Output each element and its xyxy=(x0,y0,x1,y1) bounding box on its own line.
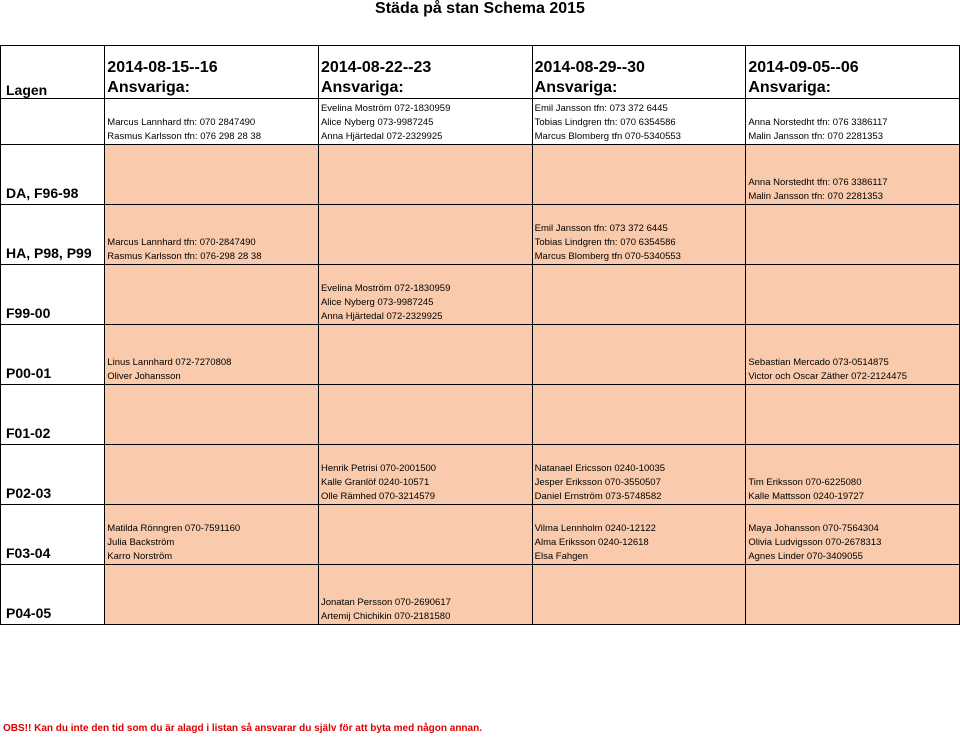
cell-names xyxy=(533,102,746,144)
person-entry: Natanael Ericsson 0240-10035 xyxy=(534,463,666,474)
cell-names xyxy=(105,356,318,384)
schedule-cell xyxy=(318,325,532,385)
cell-names xyxy=(533,462,746,504)
schedule-cell xyxy=(105,505,319,565)
schedule-cell xyxy=(746,325,960,385)
cell-names xyxy=(319,102,532,144)
schedule-cell xyxy=(746,265,960,325)
week-header xyxy=(105,46,319,99)
person-entry: Kalle Mattsson 0240-19727 xyxy=(748,491,864,502)
cell-names xyxy=(746,522,959,564)
team-row xyxy=(1,445,960,505)
person-entry: Malin Jansson tfn: 070 2281353 xyxy=(748,131,883,142)
person-entry: Marcus Lannhard tfn: 070-2847490 xyxy=(107,237,256,248)
person-entry: Anna Hjärtedal 072-2329925 xyxy=(320,131,443,142)
person-entry: Jesper Eriksson 070-3550507 xyxy=(534,477,661,488)
person-entry: Jonatan Persson 070-2690617 xyxy=(320,597,451,608)
cell-names xyxy=(533,222,746,264)
team-name: P00-01 xyxy=(1,325,105,385)
ansvariga-label: Ansvariga: xyxy=(320,79,404,96)
ansvariga-label: Ansvariga: xyxy=(534,79,618,96)
team-name: F03-04 xyxy=(1,505,105,565)
team-row xyxy=(1,325,960,385)
cell-names xyxy=(319,282,532,324)
person-entry: Matilda Rönngren 070-7591160 xyxy=(107,523,241,534)
schedule-cell xyxy=(532,385,746,445)
schedule-cell xyxy=(105,265,319,325)
schedule-cell xyxy=(318,265,532,325)
person-entry: Kalle Granlöf 0240-10571 xyxy=(320,477,430,488)
cell-names xyxy=(533,522,746,564)
person-entry: Karro Norström xyxy=(107,551,173,562)
responsible-cell xyxy=(532,99,746,145)
schedule-cell xyxy=(532,145,746,205)
footer-note: OBS!! Kan du inte den tid som du är alagd i listan så ansvarar du själv för att byta med någon annan. xyxy=(3,723,482,734)
schedule-cell xyxy=(105,145,319,205)
person-entry: Alma Eriksson 0240-12618 xyxy=(534,537,649,548)
cell-names xyxy=(105,116,318,144)
person-entry: Emil Jansson tfn: 073 372 6445 xyxy=(534,103,668,114)
schedule-cell xyxy=(532,325,746,385)
person-entry: Malin Jansson tfn: 070 2281353 xyxy=(748,191,883,202)
person-entry: Tobias Lindgren tfn: 070 6354586 xyxy=(534,117,676,128)
cell-names xyxy=(105,522,318,564)
cell-names xyxy=(746,176,959,204)
responsible-row-label xyxy=(1,99,105,145)
schedule-cell xyxy=(318,565,532,625)
schedule-table xyxy=(0,45,960,625)
team-name: HA, P98, P99 xyxy=(1,205,105,265)
team-row xyxy=(1,205,960,265)
schedule-cell xyxy=(532,445,746,505)
week-header xyxy=(318,46,532,99)
schedule-cell xyxy=(746,505,960,565)
schedule-cell xyxy=(318,445,532,505)
page-title: Städa på stan Schema 2015 xyxy=(375,0,585,17)
person-entry: Tobias Lindgren tfn: 070 6354586 xyxy=(534,237,676,248)
responsible-cell xyxy=(105,99,319,145)
person-entry: Alice Nyberg 073-9987245 xyxy=(320,117,434,128)
person-entry: Artemij Chichikin 070-2181580 xyxy=(320,611,451,622)
schedule-cell xyxy=(105,325,319,385)
ansvariga-label: Ansvariga: xyxy=(107,79,190,96)
person-entry: Vilma Lennholm 0240-12122 xyxy=(534,523,656,534)
team-row xyxy=(1,385,960,445)
responsible-cell xyxy=(746,99,960,145)
team-name: F99-00 xyxy=(1,265,105,325)
person-entry: Emil Jansson tfn: 073 372 6445 xyxy=(534,223,668,234)
schedule-cell xyxy=(532,205,746,265)
person-entry: Julia Backström xyxy=(107,537,175,548)
week-date: 2014-09-05--06 xyxy=(748,59,859,76)
person-entry: Alice Nyberg 073-9987245 xyxy=(320,297,434,308)
team-name: P04-05 xyxy=(1,565,105,625)
person-entry: Marcus Blomberg tfn 070-5340553 xyxy=(534,131,681,142)
schedule-cell xyxy=(318,505,532,565)
schedule-cell xyxy=(105,205,319,265)
person-entry: Anna Hjärtedal 072-2329925 xyxy=(320,311,443,322)
responsible-cell xyxy=(318,99,532,145)
person-entry: Henrik Petrisi 070-2001500 xyxy=(320,463,437,474)
person-entry: Linus Lannhard 072-7270808 xyxy=(107,357,232,368)
team-name: F01-02 xyxy=(1,385,105,445)
schedule-cell xyxy=(746,385,960,445)
week-date: 2014-08-15--16 xyxy=(107,59,218,76)
person-entry: Rasmus Karlsson tfn: 076-298 28 38 xyxy=(107,251,262,262)
team-row xyxy=(1,265,960,325)
schedule-cell xyxy=(105,445,319,505)
cell-names xyxy=(746,116,959,144)
schedule-cell xyxy=(746,565,960,625)
schedule-cell xyxy=(318,205,532,265)
week-header xyxy=(746,46,960,99)
schedule-cell xyxy=(746,445,960,505)
person-entry: Elsa Fahgen xyxy=(534,551,588,562)
person-entry: Oliver Johansson xyxy=(107,371,181,382)
cell-names xyxy=(746,476,959,504)
week-header xyxy=(532,46,746,99)
ansvariga-label: Ansvariga: xyxy=(748,79,832,96)
schedule-cell xyxy=(105,565,319,625)
week-date: 2014-08-29--30 xyxy=(534,59,645,76)
schedule-cell xyxy=(532,565,746,625)
team-row xyxy=(1,145,960,205)
week-date: 2014-08-22--23 xyxy=(320,59,432,76)
header-row xyxy=(1,46,960,99)
person-entry: Anna Norstedht tfn: 076 3386117 xyxy=(748,177,888,188)
person-entry: Maya Johansson 070-7564304 xyxy=(748,523,879,534)
schedule-cell xyxy=(105,385,319,445)
person-entry: Marcus Blomberg tfn 070-5340553 xyxy=(534,251,681,262)
person-entry: Agnes Linder 070-3409055 xyxy=(748,551,863,562)
person-entry: Olle Rämhed 070-3214579 xyxy=(320,491,436,502)
person-entry: Evelina Moström 072-1830959 xyxy=(320,103,451,114)
lagen-header: Lagen xyxy=(1,46,105,99)
person-entry: Olivia Ludvigsson 070-2678313 xyxy=(748,537,882,548)
schedule-cell xyxy=(532,505,746,565)
team-name: P02-03 xyxy=(1,445,105,505)
cell-names xyxy=(746,356,959,384)
person-entry: Marcus Lannhard tfn: 070 2847490 xyxy=(107,117,256,128)
schedule-cell xyxy=(318,145,532,205)
person-entry: Daniel Ernström 073-5748582 xyxy=(534,491,662,502)
schedule-cell xyxy=(532,265,746,325)
schedule-cell xyxy=(746,145,960,205)
cell-names xyxy=(105,236,318,264)
team-row xyxy=(1,565,960,625)
team-name: DA, F96-98 xyxy=(1,145,105,205)
person-entry: Anna Norstedht tfn: 076 3386117 xyxy=(748,117,888,128)
person-entry: Rasmus Karlsson tfn: 076 298 28 38 xyxy=(107,131,261,142)
person-entry: Tim Eriksson 070-6225080 xyxy=(748,477,862,488)
cell-names xyxy=(319,462,532,504)
cell-names xyxy=(319,596,532,624)
person-entry: Evelina Moström 072-1830959 xyxy=(320,283,451,294)
team-row xyxy=(1,505,960,565)
person-entry: Victor och Oscar Zäther 072-2124475 xyxy=(748,371,908,382)
responsible-row xyxy=(1,99,960,145)
person-entry: Sebastian Mercado 073-0514875 xyxy=(748,357,889,368)
schedule-cell xyxy=(318,385,532,445)
schedule-cell xyxy=(746,205,960,265)
